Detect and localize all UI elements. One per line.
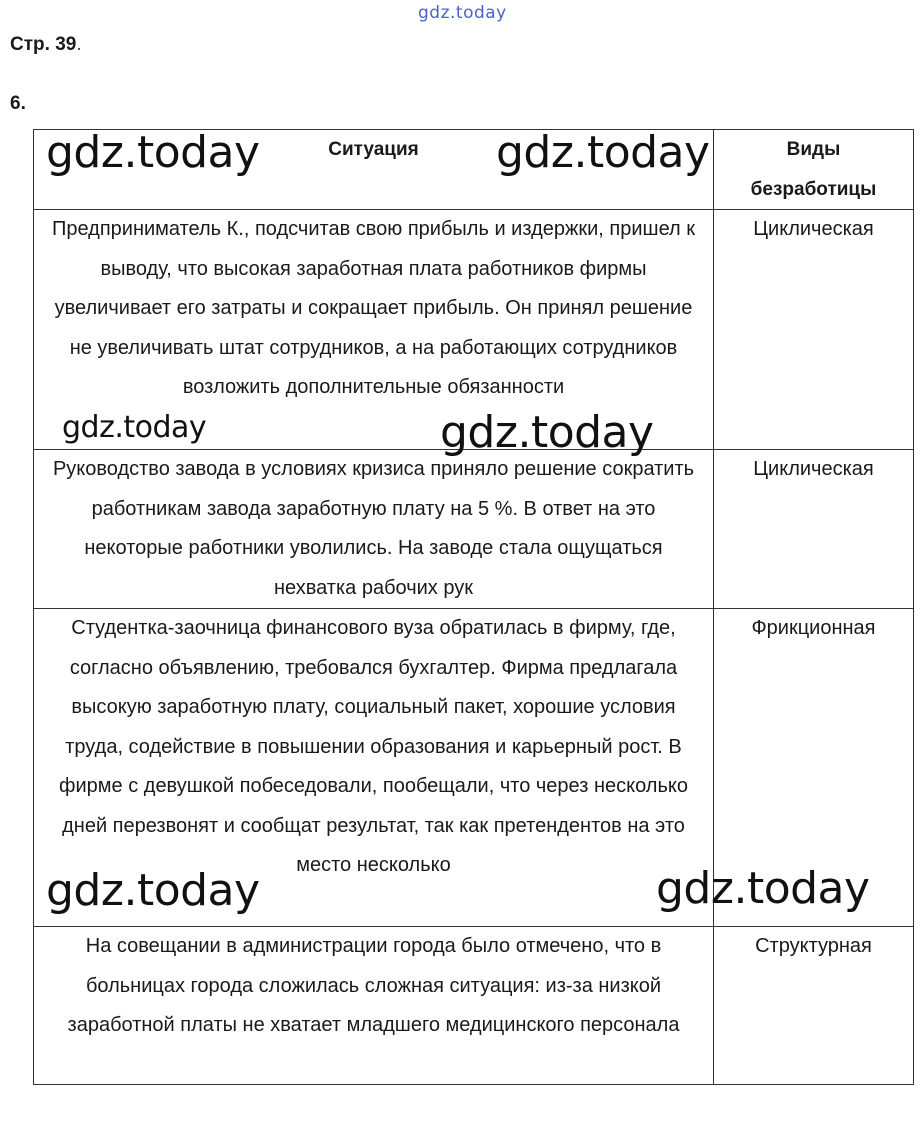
page-label-text: Стр. 39: [10, 34, 77, 55]
watermark: gdz.today: [656, 863, 870, 914]
header-unemployment-types: Виды безработицы: [714, 130, 914, 210]
watermark: gdz.today: [46, 127, 260, 178]
situation-cell: Руководство завода в условиях кризиса приняло решение сократить работникам завода заработную плату на 5 %. В ответ на это некоторые работники уволились. На заводе стала ощущаться нехватка рабочих рук: [34, 450, 714, 609]
table-row: [34, 450, 914, 609]
unemployment-type-cell: Циклическая: [714, 450, 914, 609]
unemployment-type-cell: Структурная: [714, 927, 914, 1085]
watermark: gdz.today: [62, 410, 207, 445]
task-number: 6.: [10, 93, 26, 114]
table-row: [34, 609, 914, 927]
situation-cell: На совещании в администрации города было отмечено, что в больницах города сложилась сложная ситуация: из-за низкой заработной платы не хватает младшего медицинского персонала: [34, 927, 714, 1085]
table-row: [34, 927, 914, 1085]
header-situation: Ситуация: [34, 130, 714, 210]
page-label: [10, 34, 82, 56]
unemployment-type-cell: Фрикционная: [714, 609, 914, 927]
table-header-row: [34, 130, 914, 210]
page-label-dot: .: [76, 34, 82, 55]
watermark: gdz.today: [496, 127, 710, 178]
top-watermark: gdz.today: [418, 3, 507, 23]
situation-cell: Предприниматель К., подсчитав свою прибыль и издержки, пришел к выводу, что высокая заработная плата работников фирмы увеличивает его затраты и сокращает прибыль. Он принял решение не увеличивать штат сотрудников, а на работающих сотрудников возложить дополнительные обязанности: [34, 210, 714, 450]
table-row: [34, 210, 914, 450]
situation-cell: Студентка-заочница финансового вуза обратилась в фирму, где, согласно объявлению, требовался бухгалтер. Фирма предлагала высокую заработную плату, социальный пакет, хорошие условия труда, содействие в повышении образования и карьерный рост. В фирме с девушкой побеседовали, пообещали, что через несколько дней перезвонят и сообщат результат, так как претендентов на это место несколько: [34, 609, 714, 927]
unemployment-table: [33, 129, 914, 1085]
unemployment-type-cell: Циклическая: [714, 210, 914, 450]
watermark: gdz.today: [46, 865, 260, 916]
watermark: gdz.today: [440, 407, 654, 458]
